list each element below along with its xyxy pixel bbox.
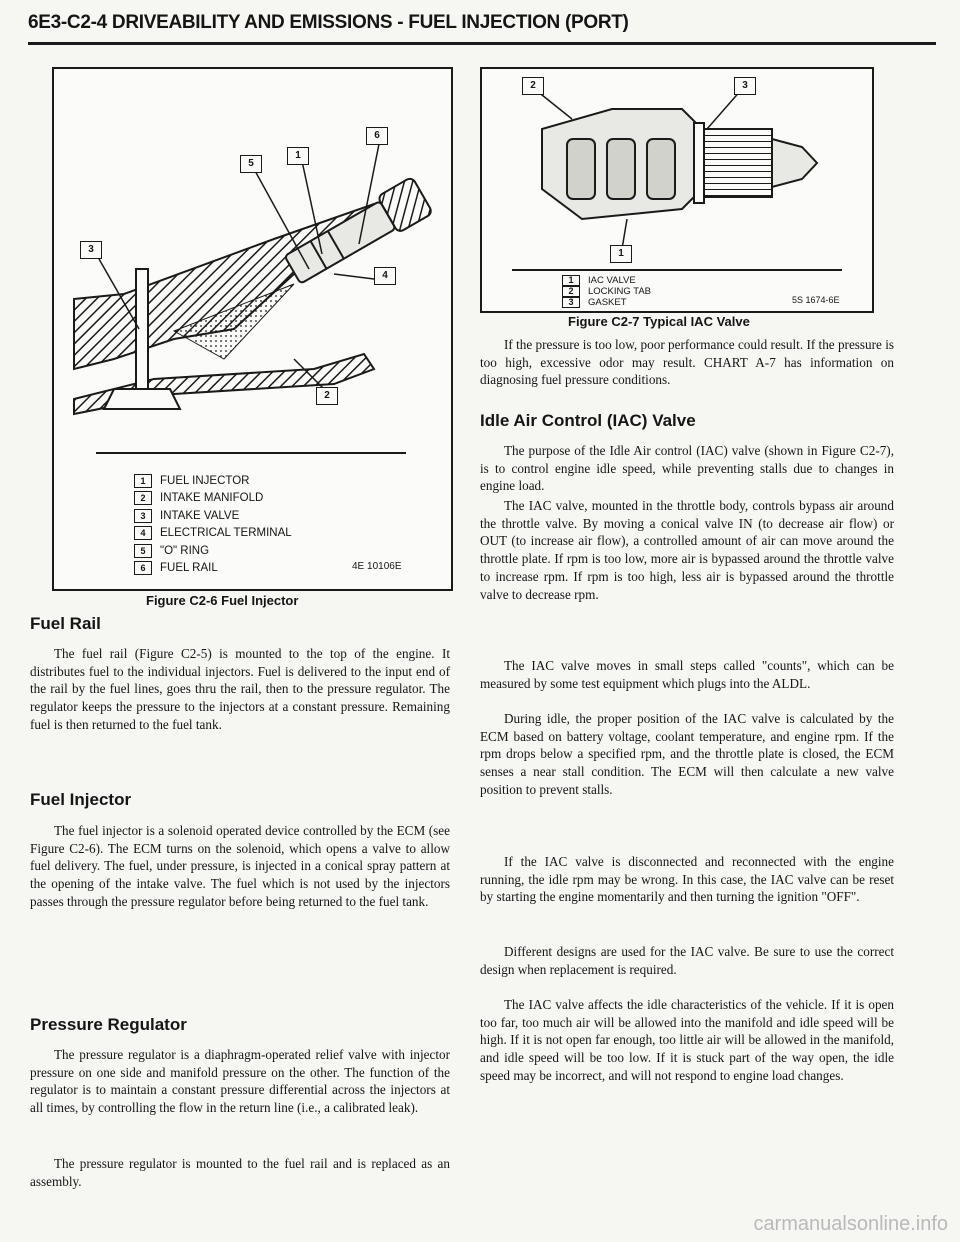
legend-item: 1 FUEL INJECTOR bbox=[134, 472, 292, 490]
section-heading-fuel-injector: Fuel Injector bbox=[30, 790, 132, 809]
legend-item: 6 FUEL RAIL bbox=[134, 560, 292, 578]
legend-item: 3 INTAKE VALVE bbox=[134, 507, 292, 525]
section-heading-pressure-regulator: Pressure Regulator bbox=[30, 1015, 187, 1034]
legend-item: 1 IAC VALVE bbox=[562, 275, 651, 286]
paragraph: Different designs are used for the IAC valve. Be sure to use the correct design when replacement is required. bbox=[480, 944, 894, 977]
legend-item: 5 "O" RING bbox=[134, 542, 292, 560]
watermark: carmanualsonline.info bbox=[753, 1213, 948, 1235]
paragraph: During idle, the proper position of the IAC valve is calculated by the ECM based on battery voltage, coolant temperature, and engine rpm. If the rpm drops below a specified rpm, and the throttle plate is closed, the ECM senses a near stall condition. The ECM will then calculate a new valve position to prevent stalls. bbox=[480, 711, 894, 797]
paragraph: The purpose of the Idle Air control (IAC) valve (shown in Figure C2-7), is to control engine idle speed, while preventing stalls due to changes in engine load. bbox=[480, 443, 894, 494]
callout-4: 4 bbox=[374, 267, 396, 285]
callout-5: 5 bbox=[240, 155, 262, 173]
header-rule bbox=[28, 42, 936, 45]
section-heading-fuel-rail: Fuel Rail bbox=[30, 614, 101, 633]
figure-iac-valve bbox=[480, 67, 874, 313]
callout-2: 2 bbox=[316, 387, 338, 405]
figure-divider bbox=[512, 269, 842, 271]
callout-3: 3 bbox=[734, 77, 756, 95]
callout-1: 1 bbox=[610, 245, 632, 263]
figure-reference-code: 4E 10106E bbox=[352, 561, 402, 572]
figure-caption: Figure C2-6 Fuel Injector bbox=[146, 593, 299, 608]
figure-legend bbox=[134, 472, 292, 577]
paragraph: If the pressure is too low, poor performance could result. If the pressure is too high, excessive odor may result. CHART A-7 has information on diagnosing fuel pressure conditions. bbox=[480, 337, 894, 388]
figure-reference-code: 5S 1674-6E bbox=[792, 295, 840, 305]
paragraph: The IAC valve, mounted in the throttle body, controls bypass air around the throttle valve. By moving a conical valve IN (to decrease air flow) or OUT (to increase air flow), a controlled amount of air can move around the throttle plate. If rpm is too low, more air is bypassed around the throttle valve to increase rpm. If rpm is too high, less air is bypassed around the throttle valve to decrease rpm. bbox=[480, 498, 894, 602]
legend-item: 3 GASKET bbox=[562, 297, 651, 308]
paragraph: The fuel rail (Figure C2-5) is mounted to the top of the engine. It distributes fuel to the individual injectors. Fuel is delivered to the input end of the rail by the fuel lines, goes thru the rail, then to the pressure regulator. The regulator keeps the pressure to the injectors at a constant pressure. Remaining fuel is then returned to the fuel tank. bbox=[30, 646, 450, 732]
legend-item: 2 INTAKE MANIFOLD bbox=[134, 490, 292, 508]
paragraph: The pressure regulator is a diaphragm-operated relief valve with injector pressure on one side and manifold pressure on the other. The function of the regulator is to maintain a constant pressure differential across the injectors at all times, by controlling the flow in the return line (i.e., a calibrated leak). bbox=[30, 1047, 450, 1116]
callout-1: 1 bbox=[287, 147, 309, 165]
figure-caption: Figure C2-7 Typical IAC Valve bbox=[568, 314, 750, 329]
paragraph: The pressure regulator is mounted to the fuel rail and is replaced as an assembly. bbox=[30, 1156, 450, 1189]
legend-item: 2 LOCKING TAB bbox=[562, 286, 651, 297]
callout-6: 6 bbox=[366, 127, 388, 145]
paragraph: The fuel injector is a solenoid operated device controlled by the ECM (see Figure C2-6). The ECM turns on the solenoid, which opens a valve to allow fuel delivery. The fuel, under pressure, is injected in a conical spray pattern at the opening of the intake valve. The fuel which is not used by the injectors passes through the pressure regulator before being returned to the fuel tank. bbox=[30, 823, 450, 909]
callout-2: 2 bbox=[522, 77, 544, 95]
section-heading-iac-valve: Idle Air Control (IAC) Valve bbox=[480, 411, 696, 430]
figure-legend bbox=[562, 275, 651, 308]
page-header: 6E3-C2-4 DRIVEABILITY AND EMISSIONS - FUEL INJECTION (PORT) bbox=[28, 12, 629, 33]
paragraph: If the IAC valve is disconnected and reconnected with the engine running, the idle rpm may be wrong. In this case, the IAC valve can be reset by starting the engine momentarily and then turning the ignition "OFF". bbox=[480, 854, 894, 905]
callout-3: 3 bbox=[80, 241, 102, 259]
paragraph: The IAC valve affects the idle characteristics of the vehicle. If it is open too far, too much air will be allowed into the manifold and idle speed will be high. If it is not open far enough, too little air will be allowed in the manifold, and idle speed will be too low. If it is stuck part of the way open, the idle speed may be incorrect, and will not respond to engine load changes. bbox=[480, 997, 894, 1083]
paragraph: The IAC valve moves in small steps called "counts", which can be measured by some test equipment which plugs into the ALDL. bbox=[480, 658, 894, 691]
legend-item: 4 ELECTRICAL TERMINAL bbox=[134, 525, 292, 543]
figure-fuel-injector bbox=[52, 67, 453, 591]
iac-valve-illustration bbox=[482, 69, 872, 259]
figure-divider bbox=[96, 452, 406, 454]
